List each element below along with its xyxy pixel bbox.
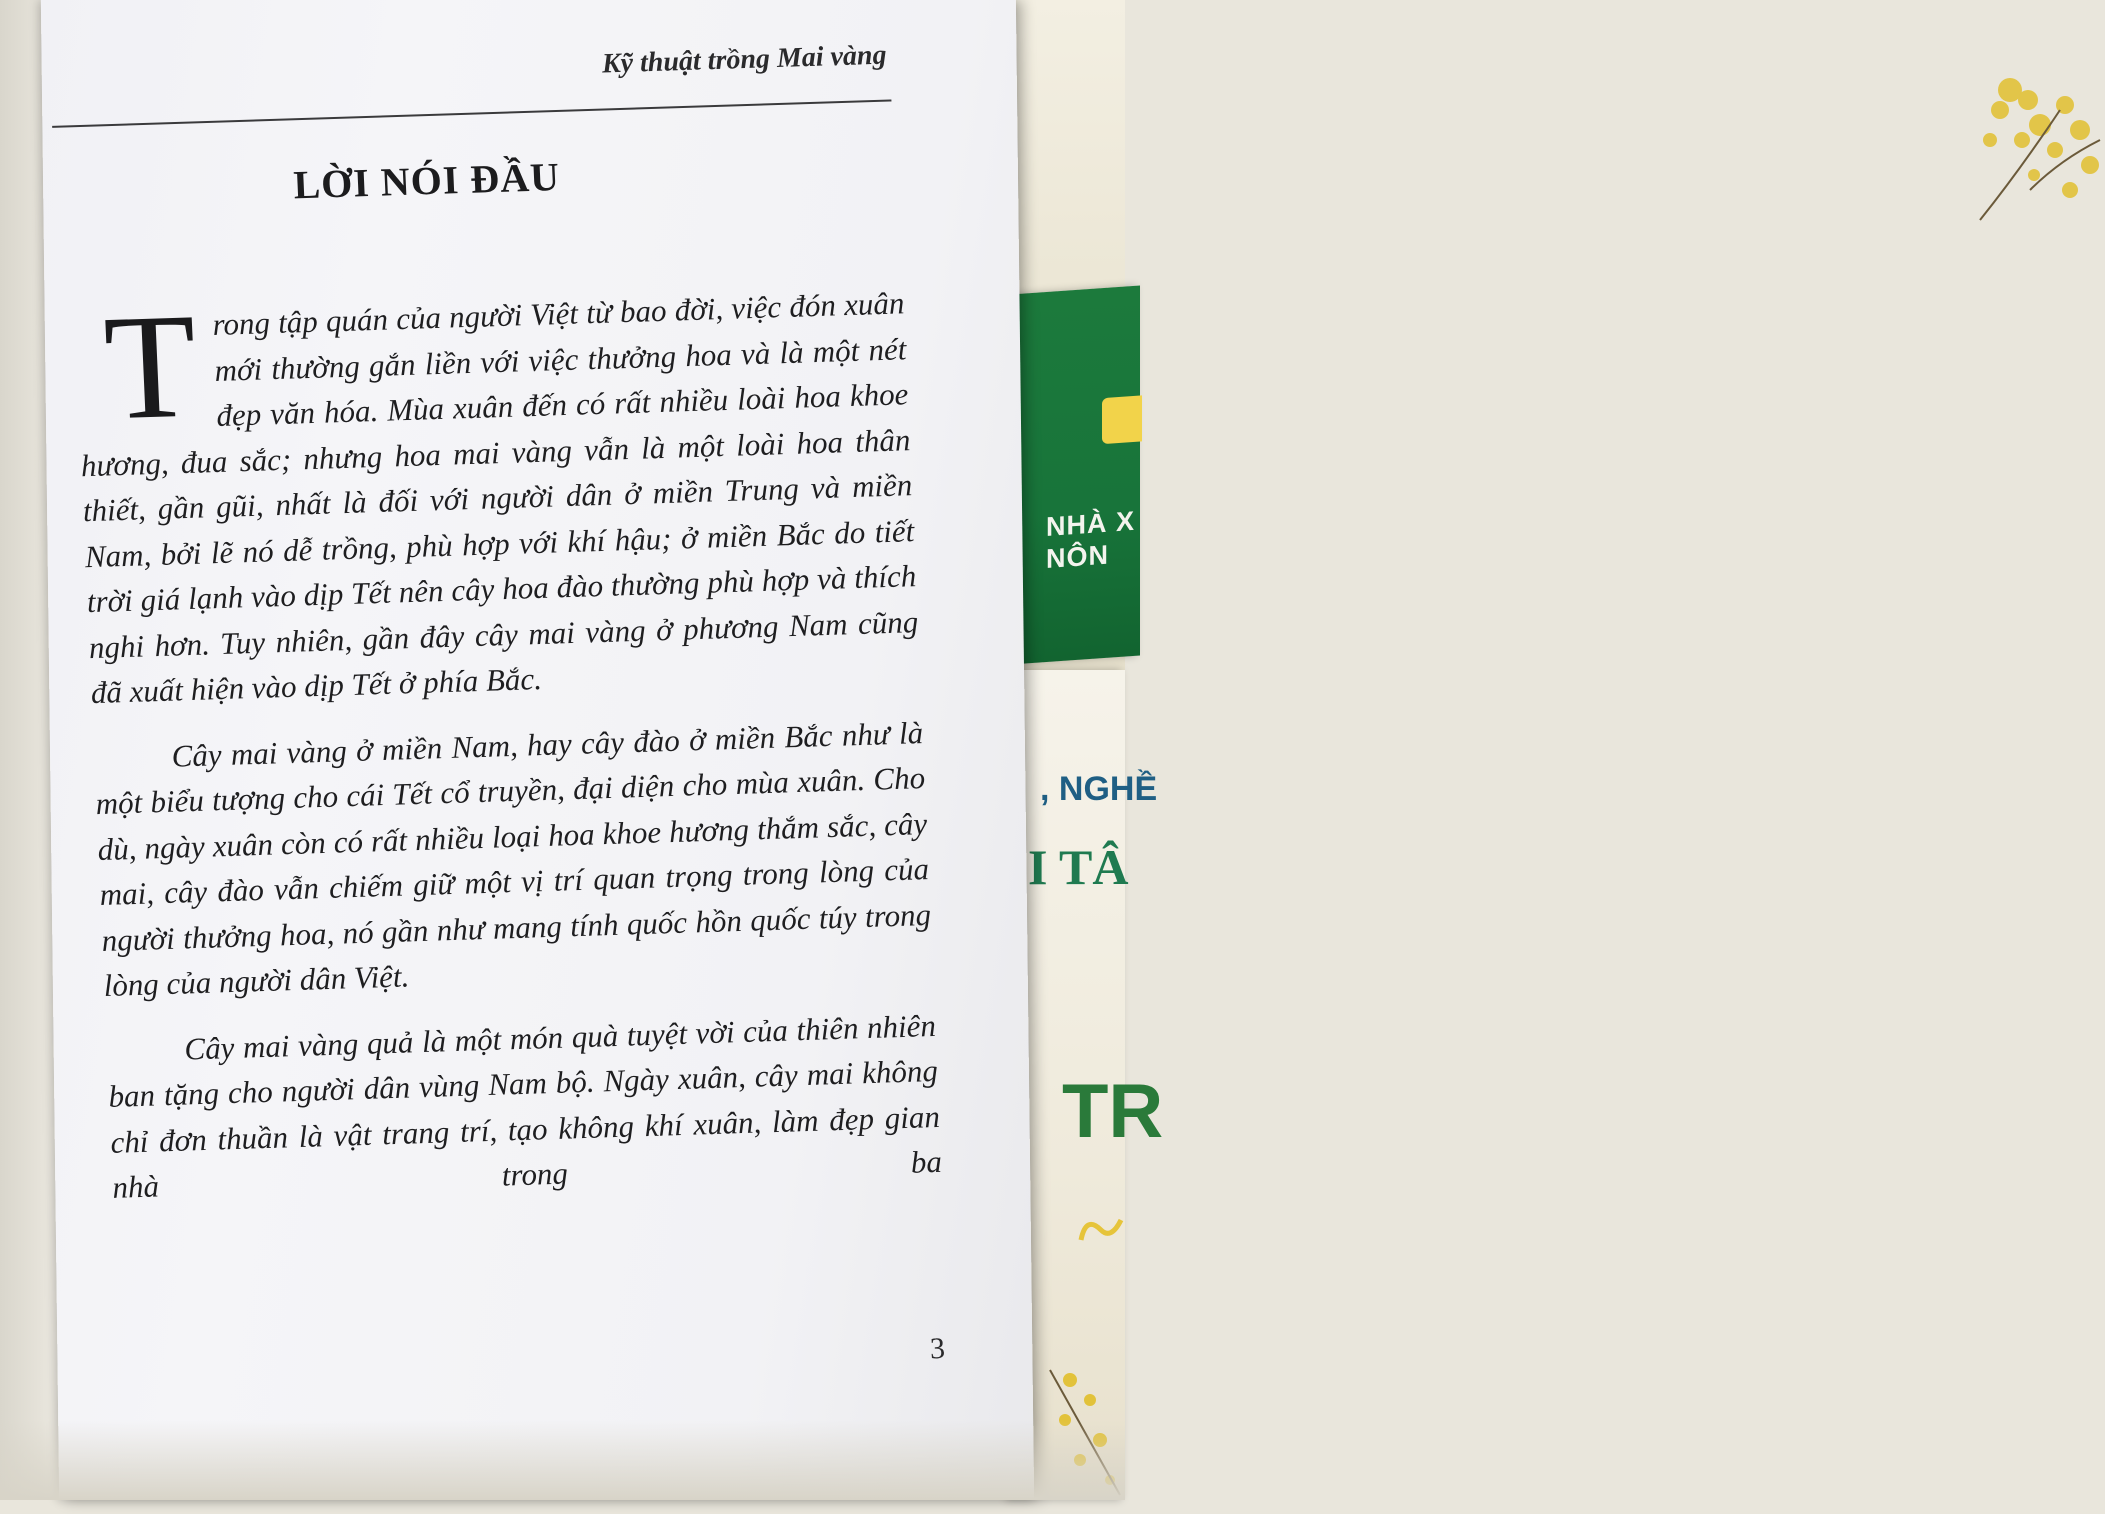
header-rule — [52, 99, 891, 127]
paragraph-1-text: rong tập quán của người Việt từ bao đời, việc đón xuân mới thường gắn liền với việc thưởng hoa và là một nét đẹp văn hóa. Mùa xuân đến có rất nhiều loài hoa khoe hương, đua sắc; nhưng hoa mai vàng vẫn là một loài hoa thân thiết, gần gũi, nhất là đối với người dân ở miền Trung và miền Nam, bởi lẽ nó dễ trồng, phù hợp với khí hậu; ở miền Bắc do tiết trời giá lạnh vào dịp Tết nên cây hoa đào thường phù hợp và thích nghi hơn. Tuy nhiên, gần đây cây mai vàng ở phương Nam cũng đã xuất hiện vào dịp Tết ở phía Bắc. — [80, 285, 919, 711]
cover-word-3: TR — [1062, 1069, 1164, 1154]
cover-publisher-line-2: NÔN — [1046, 539, 1109, 575]
publisher-logo-icon — [1102, 395, 1142, 444]
paragraph-1 — [74, 280, 921, 715]
paragraph-2: Cây mai vàng ở miền Nam, hay cây đào ở miền Bắc như là một biểu tượng cho cái Tết cổ truyền, đại diện cho mùa xuân. Cho dù, ngày xuân còn có rất nhiều loại hoa khoe hương thắm sắc, cây mai, cây đào vẫn chiếm giữ một vị trí quan trọng trong lòng của người thưởng hoa, nó gần như mang tính quốc hồn quốc túy trong lòng của người dân Việt. — [94, 714, 932, 1003]
book-page — [41, 0, 1034, 1500]
running-header: Kỹ thuật trồng Mai vàng — [601, 39, 888, 80]
page-content — [19, 0, 1059, 1514]
cover-word-1: , NGHỀ — [1040, 770, 1158, 808]
chapter-title: LỜI NÓI ĐẦU — [292, 153, 561, 208]
paragraph-3: Cây mai vàng quả là một món quà tuyệt vời của thiên nhiên ban tặng cho người dân vùng Nam bộ. Ngày xuân, cây mai không chỉ đơn thuần là vật trang trí, tạo không khí xuân, làm đẹp gian nhà trong ba — [107, 1007, 943, 1205]
decorative-swash-icon — [1076, 1210, 1136, 1250]
green-book-cover — [1010, 285, 1140, 664]
page-number: 3 — [929, 1331, 946, 1366]
bottom-shadow — [0, 1420, 1125, 1500]
cover-word-2: I TÂ — [1028, 839, 1129, 895]
yellow-blossom-icon — [1970, 70, 2105, 370]
body-text — [74, 280, 943, 1210]
drop-cap: T — [101, 282, 200, 452]
cover-publisher-line-1: NHÀ X — [1046, 505, 1136, 543]
